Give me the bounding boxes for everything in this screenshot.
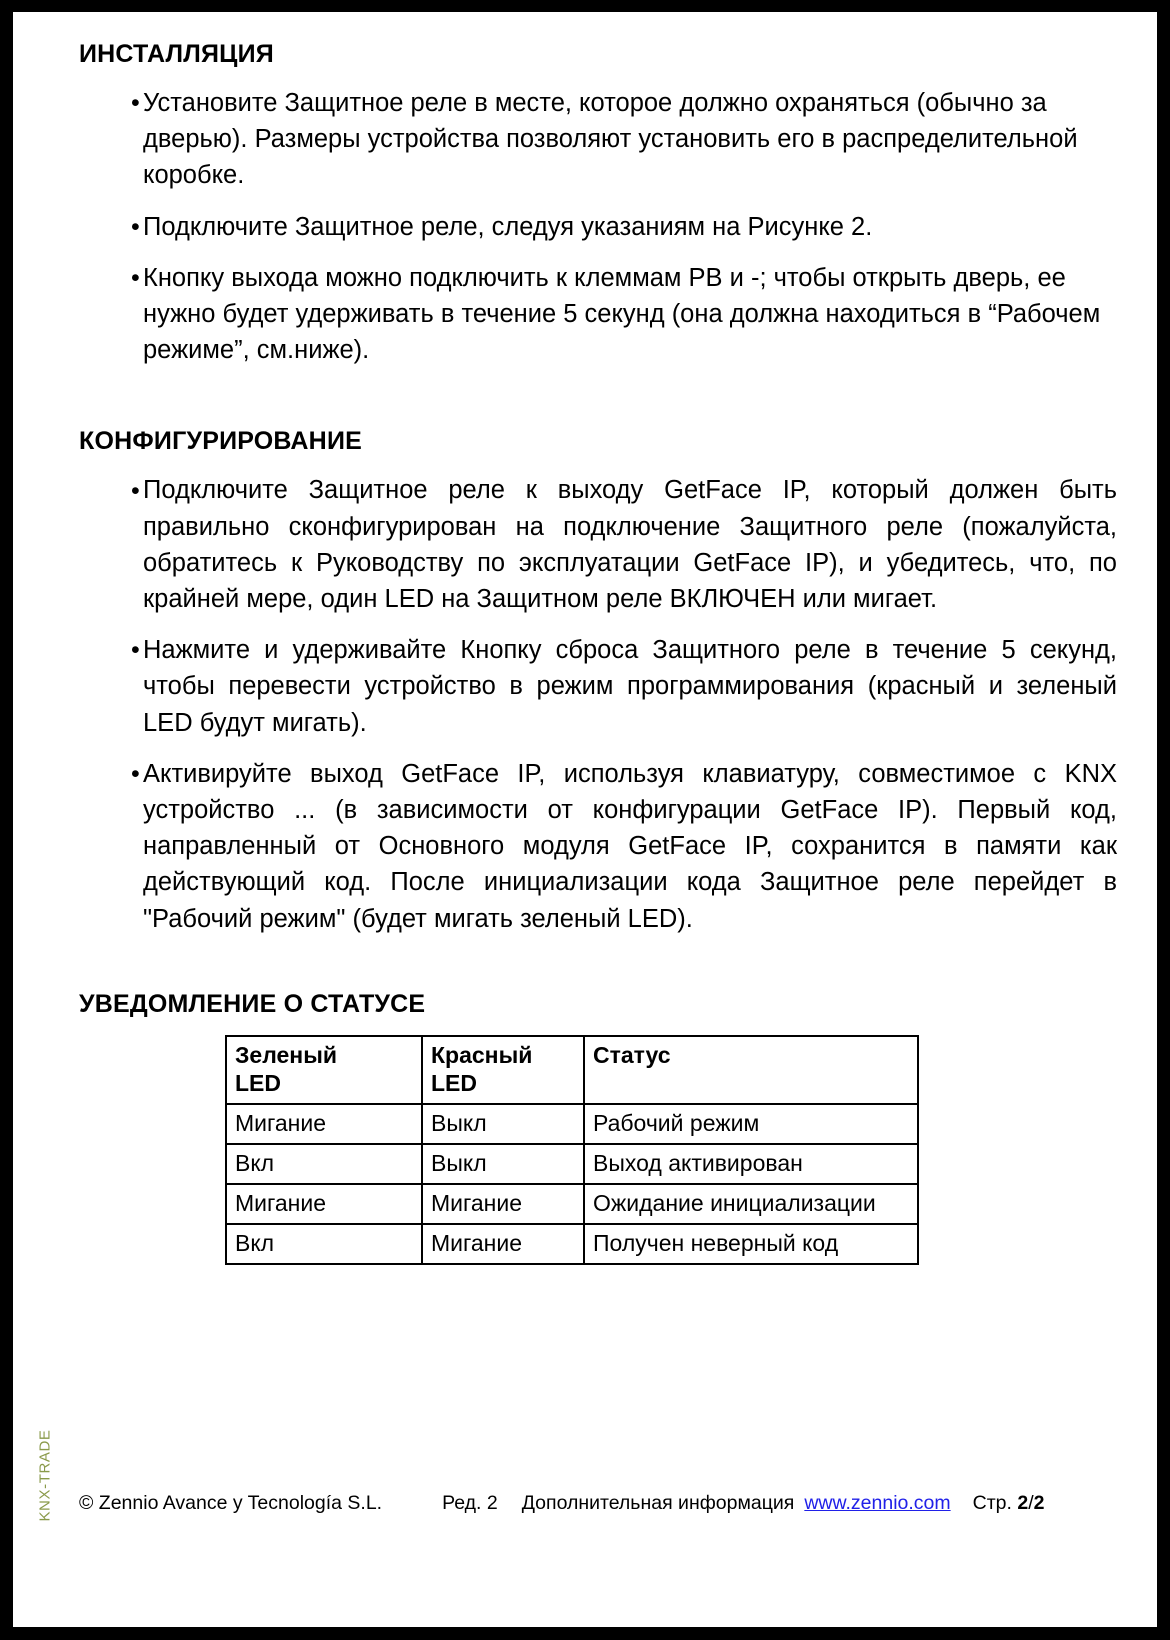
table-row: [226, 1144, 918, 1184]
list-item: [79, 472, 1117, 617]
footer-revision: Ред. 2: [442, 1492, 498, 1514]
section-spacer: [79, 952, 1117, 990]
cell-red-led: Выкл: [422, 1104, 584, 1144]
cell-green-led: Мигание: [226, 1184, 422, 1224]
column-header-status: [584, 1036, 918, 1104]
list-item: [79, 209, 1117, 245]
list-item-text: Нажмите и удерживайте Кнопку сброса Защитного реле в течение 5 секунд, чтобы перевести устройство в режим программирования (красный и зеленый LED будут мигать).: [143, 636, 1117, 737]
cell-status: Получен неверный код: [584, 1224, 918, 1264]
list-item: [79, 756, 1117, 937]
table-header: [226, 1036, 918, 1104]
table-row: [226, 1224, 918, 1264]
cell-status: Рабочий режим: [584, 1104, 918, 1144]
bullet-point-icon: •: [131, 264, 140, 293]
list-item-text: Установите Защитное реле в месте, которое должно охраняться (обычно за дверью). Размеры устройства позволяют установить его в распределительной коробке.: [143, 89, 1078, 190]
cell-green-led: Вкл: [226, 1224, 422, 1264]
list-item: [79, 85, 1117, 194]
column-header-line1: Зеленый: [235, 1041, 337, 1068]
section-heading-status-notification: УВЕДОМЛЕНИЕ О СТАТУСЕ: [79, 989, 426, 1018]
footer-page-label: Стр.: [972, 1492, 1012, 1514]
document-content: [79, 40, 1117, 1265]
column-header-line1: Красный: [431, 1041, 533, 1068]
bullet-point-icon: •: [131, 476, 140, 505]
document-page: [13, 12, 1157, 1627]
installation-bullet-list: [79, 85, 1117, 368]
section-heading-installation: ИНСТАЛЛЯЦИЯ: [79, 40, 274, 68]
section-spacer: [79, 383, 1117, 427]
table-row: [226, 1104, 918, 1144]
bullet-point-icon: •: [131, 636, 140, 665]
cell-red-led: Мигание: [422, 1184, 584, 1224]
status-notification-table: [225, 1035, 919, 1265]
list-item-text: Кнопку выхода можно подключить к клеммам PB и -; чтобы открыть дверь, ее нужно будет удерживать в течение 5 секунд (она должна находиться в “Рабочем режиме”, см.ниже).: [143, 263, 1101, 365]
column-header-line2: LED: [235, 1069, 281, 1096]
column-header-line2: LED: [431, 1069, 477, 1096]
table-header-row: [226, 1036, 918, 1104]
bullet-point-icon: •: [131, 212, 140, 241]
footer-page-separator: /: [1028, 1492, 1034, 1514]
cell-green-led: Мигание: [226, 1104, 422, 1144]
cell-status: Ожидание инициализации: [584, 1184, 918, 1224]
list-item: [79, 260, 1117, 369]
page-footer: [79, 1492, 1119, 1515]
cell-red-led: Мигание: [422, 1224, 584, 1264]
knx-trade-watermark: KNX-TRADE: [36, 1429, 54, 1522]
footer-page-number: [973, 1492, 1045, 1515]
footer-page-total: 2: [1033, 1492, 1045, 1514]
list-item-text: Активируйте выход GetFace IP, используя клавиатуру, совместимое с KNX устройство ... (в зависимости от конфигурации GetFace IP). Первый код, направленный от Основного модуля GetFace IP, сохранится в памяти как действующий код. После инициализации кода Защитное реле перейдет в "Рабочий режим" (будет мигать зеленый LED).: [143, 759, 1117, 933]
list-item-text: Подключите Защитное реле к выходу GetFace IP, который должен быть правильно сконфигурирован на подключение Защитного реле (пожалуйста, обратитесь к Руководству по эксплуатации GetFace IP), и убедитесь, что, по крайней мере, один LED на Защитном реле ВКЛЮЧЕН или мигает.: [143, 476, 1117, 614]
footer-page-current: 2: [1017, 1492, 1029, 1514]
configuration-bullet-list: [79, 472, 1117, 936]
column-header-line1: Статус: [593, 1041, 671, 1068]
footer-website-link[interactable]: www.zennio.com: [804, 1492, 951, 1514]
bullet-point-icon: •: [131, 89, 140, 118]
table-row: [226, 1184, 918, 1224]
table-body: [226, 1104, 918, 1264]
cell-red-led: Выкл: [422, 1144, 584, 1184]
column-header-red-led: [422, 1036, 584, 1104]
footer-copyright: © Zennio Avance y Tecnología S.L.: [79, 1492, 383, 1514]
cell-green-led: Вкл: [226, 1144, 422, 1184]
section-heading-configuration: КОНФИГУРИРОВАНИЕ: [79, 427, 362, 456]
list-item-text: Подключите Защитное реле, следуя указаниям на Рисунке 2.: [143, 212, 873, 241]
cell-status: Выход активирован: [584, 1144, 918, 1184]
bullet-point-icon: •: [131, 760, 140, 789]
footer-more-info-label: Дополнительная информация: [521, 1492, 795, 1514]
list-item: [79, 632, 1117, 741]
column-header-green-led: [226, 1036, 422, 1104]
